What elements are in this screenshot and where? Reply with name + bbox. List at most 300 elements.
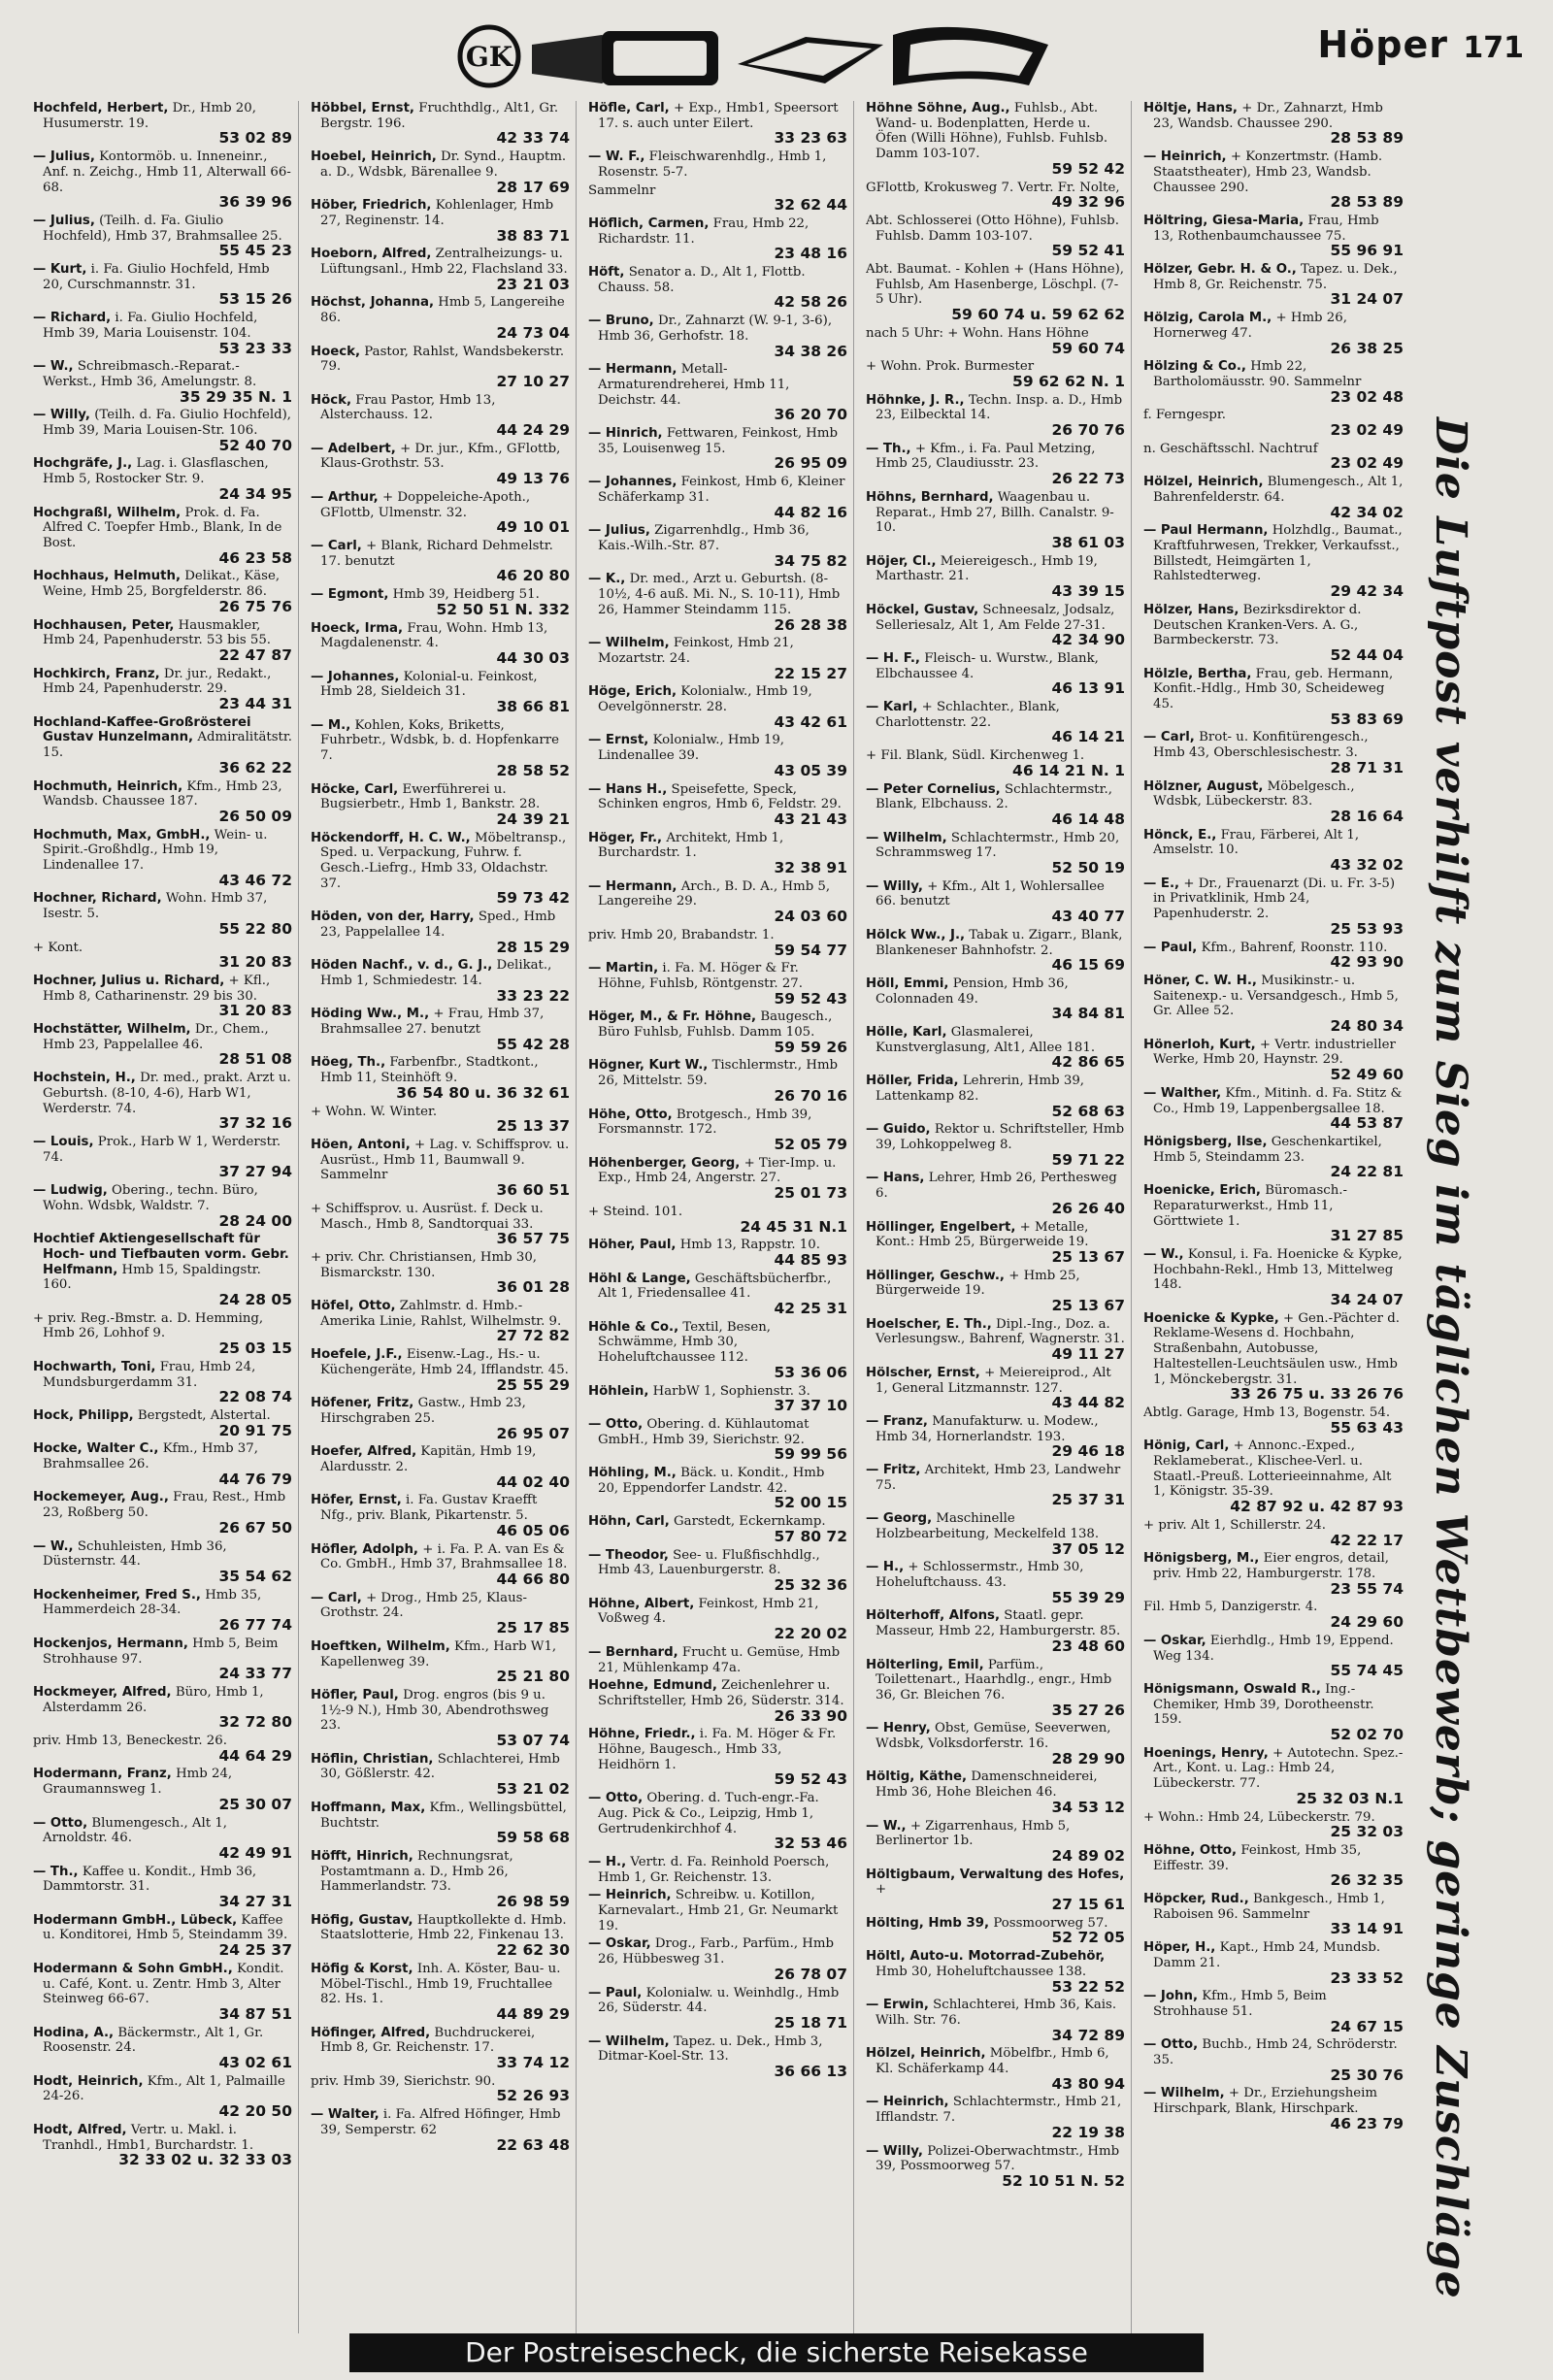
- entry-details: Fettwaren, Feinkost, Hmb 35, Louisenweg 15.: [598, 426, 839, 456]
- entry-details: Tapez. u. Dek., Hmb 3, Ditmar-Koel-Str. 13.: [598, 2033, 823, 2065]
- directory-entry: [866, 1025, 1125, 1071]
- entry-name: — Wilhelm,: [1143, 2086, 1225, 2101]
- entry-name: — Julius,: [33, 149, 95, 165]
- entry-phone: 53 23 33: [218, 339, 292, 357]
- entry-phone: 44 85 93: [774, 1250, 847, 1269]
- entry-phone: 25 32 03: [1330, 1823, 1404, 1841]
- entry-details: GFlottb, Krokusweg 7. Vertr. Fr. Nolte,: [866, 180, 1120, 195]
- entry-name: Hölscher, Ernst,: [866, 1365, 980, 1380]
- directory-entry: [1143, 1518, 1404, 1548]
- entry-phone: 49 10 01: [496, 518, 570, 537]
- entry-phone: 29 42 34: [1330, 582, 1404, 601]
- entry-details: Parfüm., Toilettenart., Haarhdlg., engr., Hmb 36, Gr. Bleichen 76.: [876, 1657, 1112, 1702]
- entry-phone: 55 74 45: [1330, 1662, 1404, 1680]
- entry-name: Höhns, Bernhard,: [866, 489, 994, 505]
- entry-details: Dr. Synd., Hauptm. a. D., Wdsbk, Bärenallee 9.: [320, 149, 567, 180]
- entry-details: + Gen.-Pächter d. Reklame-Wesens d. Hochbahn, Straßenbahn, Autobusse, Haltestellen-Leuchtsäulen usw., Hmb 1, Mönckebergstr. 31.: [1153, 1310, 1400, 1387]
- entry-details: Kfm., Mitinh. d. Fa. Stitz & Co., Hmb 19, Lappenbergsallee 18.: [1153, 1085, 1403, 1116]
- directory-entry: [1143, 974, 1404, 1035]
- directory-entry: [311, 1962, 570, 2023]
- directory-columns: [33, 101, 1411, 2333]
- entry-name: Hochfeld, Herbert,: [33, 101, 169, 116]
- directory-entry: [588, 1548, 847, 1594]
- entry-name: Hochgräfe, J.,: [33, 456, 133, 472]
- entry-details: + Dr., Zahnarzt, Hmb 23, Wandsb. Chaussee 290.: [1153, 101, 1383, 131]
- directory-entry: [588, 1855, 847, 1885]
- entry-details: Feinkost, Hmb 21, Voßweg 4.: [598, 1596, 819, 1627]
- entry-phone: 26 70 76: [1051, 421, 1125, 440]
- entry-phone: 33 14 91: [1330, 1920, 1404, 1938]
- entry-details: Frau, Hmb 24, Mundsburgerdamm 31.: [43, 1359, 256, 1390]
- entry-phone: 52 05 79: [774, 1136, 847, 1153]
- entry-details: + Konzertmstr. (Hamb. Staatstheater), Hmb 23, Wandsb. Chaussee 290.: [1153, 149, 1383, 195]
- directory-entry: [311, 718, 570, 779]
- entry-phone: 27 72 82: [496, 1327, 570, 1345]
- directory-entry: [1143, 1989, 1404, 2034]
- directory-entry: [1143, 1311, 1404, 1403]
- directory-entry: [866, 101, 1125, 178]
- directory-entry: [311, 490, 570, 536]
- directory-entry: [588, 1009, 847, 1055]
- entry-name: — Walter,: [311, 2107, 380, 2123]
- entry-phone: 29 46 18: [1051, 1442, 1125, 1461]
- entry-details: Ing.-Chemiker, Hmb 39, Dorotheenstr. 159.: [1153, 1681, 1374, 1728]
- entry-phone: 55 42 28: [496, 1035, 570, 1053]
- entry-phone: 31 24 07: [1330, 290, 1404, 309]
- entry-name: Höltl, Auto-u. Motorrad-Zubehör,: [866, 1949, 1106, 1965]
- entry-phone: 42 58 26: [774, 293, 847, 312]
- entry-details: Obst, Gemüse, Seeverwen, Wdsbk, Volksdorferstr. 16.: [876, 1721, 1111, 1752]
- directory-entry: [866, 1171, 1125, 1216]
- entry-phone: 28 24 00: [218, 1211, 292, 1230]
- directory-entry: [1143, 1682, 1404, 1743]
- entry-details: Sped., Hmb 23, Pappelallee 14.: [320, 909, 556, 940]
- directory-entry: [588, 928, 847, 958]
- directory-entry: [311, 670, 570, 715]
- entry-phone: 53 02 89: [218, 129, 292, 148]
- entry-phone: 27 15 61: [1051, 1896, 1125, 1914]
- entry-phone: 34 72 89: [1051, 2026, 1125, 2044]
- entry-details: (Teilh. d. Fa. Giulio Hochfeld), Hmb 39, Maria Louisen-Str. 106.: [43, 408, 292, 439]
- directory-entry: [33, 1816, 292, 1862]
- directory-entry: [866, 1916, 1125, 1946]
- airmail-slogan: Die Luftpost verhilft zum Sieg im täglichen Wettbewerb; geringe Zuschläge: [1426, 417, 1475, 2299]
- directory-entry: [866, 442, 1125, 487]
- entry-name: Hoffmann, Max,: [311, 1800, 426, 1815]
- directory-entry: [311, 1202, 570, 1247]
- entry-details: Kfm., Harb W1, Kapellenweg 39.: [320, 1638, 557, 1669]
- directory-entry: [311, 1913, 570, 1959]
- entry-details: Schlachterei, Hmb 30, Gößlerstr. 42.: [320, 1751, 560, 1782]
- entry-name: Hölzer, Hans,: [1143, 602, 1239, 617]
- entry-name: Höllinger, Engelbert,: [866, 1219, 1016, 1235]
- entry-details: Polizei-Oberwachtmstr., Hmb 39, Possmoorweg 57.: [876, 2143, 1120, 2174]
- directory-entry: [866, 393, 1125, 439]
- entry-details: Frau, Rest., Hmb 23, Roßberg 50.: [43, 1490, 286, 1521]
- entry-details: Brot- u. Konfitürengesch., Hmb 43, Oberschlesischestr. 3.: [1153, 730, 1369, 761]
- entry-phone: 52 40 70: [218, 436, 292, 454]
- entry-name: — W.,: [1143, 1246, 1184, 1262]
- entry-name: Hölzig, Carola M.,: [1143, 311, 1272, 326]
- entry-details: Feinkost, Hmb 35, Eiffestr. 39.: [1153, 1842, 1362, 1873]
- entry-phone: 46 14 48: [1051, 810, 1125, 828]
- entry-details: Lag. i. Glasflaschen, Hmb 5, Rostocker Str. 9.: [43, 456, 269, 487]
- entry-details: + Exp., Hmb1, Speersort 17. s. auch unter Eilert.: [598, 101, 839, 131]
- directory-entry: [866, 1122, 1125, 1168]
- entry-name: Hodt, Heinrich,: [33, 2073, 144, 2089]
- entry-phone: 34 27 31: [218, 1893, 292, 1911]
- entry-phone: 46 23 79: [1330, 2114, 1404, 2132]
- entry-phone: 52 10 51 N. 52: [1002, 2172, 1125, 2190]
- header-surname: Höper: [1317, 23, 1448, 66]
- entry-phone: 44 24 29: [496, 421, 570, 440]
- entry-name: Höper, H.,: [1143, 1940, 1216, 1956]
- directory-entry: [33, 359, 292, 405]
- entry-name: Höfer, Ernst,: [311, 1493, 402, 1508]
- directory-entry: [311, 1493, 570, 1538]
- page-number: 171: [1463, 31, 1524, 65]
- entry-details: + Tier-Imp. u. Exp., Hmb 24, Angerstr. 27.: [598, 1155, 837, 1186]
- directory-entry: [311, 393, 570, 439]
- entry-name: Höbbel, Ernst,: [311, 101, 414, 116]
- entry-details: Schlachtermstr., Hmb 21, Ifflandstr. 7.: [876, 2095, 1122, 2126]
- entry-name: Hoefele, J.F.,: [311, 1347, 403, 1363]
- entry-name: — E.,: [1143, 876, 1180, 891]
- entry-name: — Julius,: [588, 523, 650, 539]
- entry-details: + Lag. v. Schiffsprov. u. Ausrüst., Hmb 11, Baumwall 9. Sammelnr: [320, 1138, 570, 1183]
- entry-name: — Franz,: [866, 1413, 928, 1429]
- entry-details: + Metalle, Kont.: Hmb 25, Bürgerweide 19.: [876, 1219, 1089, 1250]
- entry-details: Obering. d. Tuch-engr.-Fa. Aug. Pick & Co., Leipzig, Hmb 1, Gertrudenkirchhof 4.: [598, 1791, 819, 1836]
- entry-details: Dipl.-Ing., Doz. a. Verlesungsw., Bahrenf, Wagnerstr. 31.: [876, 1316, 1125, 1347]
- directory-entry: [1143, 876, 1404, 938]
- entry-phone: 43 05 39: [774, 761, 847, 779]
- entry-name: Hochhaus, Helmuth,: [33, 569, 182, 584]
- directory-entry: [33, 2026, 292, 2071]
- entry-name: — Martin,: [588, 961, 659, 976]
- entry-name: Hölzel, Heinrich,: [866, 2046, 986, 2062]
- entry-details: + Hmb 25, Bürgerweide 19.: [876, 1268, 1080, 1299]
- entry-name: — Walther,: [1143, 1085, 1222, 1101]
- directory-entry: [33, 1490, 292, 1536]
- entry-name: Hölzing & Co.,: [1143, 359, 1246, 375]
- entry-phone: 52 02 70: [1330, 1726, 1404, 1744]
- directory-entry: [588, 523, 847, 569]
- directory-entry: [1143, 730, 1404, 776]
- directory-entry: [311, 247, 570, 292]
- entry-name: Höflich, Carmen,: [588, 215, 710, 231]
- entry-phone: 52 49 60: [1330, 1066, 1404, 1084]
- entry-name: — W. F.,: [588, 149, 645, 165]
- entry-name: Höhe, Otto,: [588, 1107, 673, 1122]
- entry-name: Höden Nachf., v. d., G. J.,: [311, 958, 493, 974]
- entry-phone: 22 08 74: [218, 1388, 292, 1406]
- directory-entry: [33, 891, 292, 937]
- entry-details: + i. Fa. P. A. van Es & Co. GmbH., Hmb 37, Brahmsallee 18.: [320, 1541, 568, 1572]
- entry-name: — H.,: [588, 1854, 627, 1869]
- entry-phone: 23 02 49: [1330, 421, 1404, 440]
- entry-phone: 31 20 83: [218, 1002, 292, 1020]
- entry-name: Höen, Antoni,: [311, 1138, 411, 1152]
- directory-entry: [866, 1366, 1125, 1411]
- svg-text:GK: GK: [465, 41, 513, 73]
- entry-details: Hmb 39, Heidberg 51.: [392, 587, 540, 603]
- entry-phone: 26 38 25: [1330, 339, 1404, 357]
- entry-details: Bankgesch., Hmb 1, Raboisen 96. Sammelnr: [1153, 1892, 1385, 1922]
- entry-details: Kapitän, Hmb 19, Alardusstr. 2.: [320, 1444, 537, 1475]
- directory-entry: [311, 1639, 570, 1685]
- directory-column-4: [866, 101, 1132, 2333]
- entry-details: Glasmalerei, Kunstverglasung, Alt1, Allee 181.: [876, 1025, 1096, 1055]
- entry-name: — K.,: [588, 572, 626, 587]
- entry-name: Höfinger, Alfred,: [311, 2025, 431, 2040]
- entry-name: Höhnke, J. R.,: [866, 392, 965, 408]
- entry-details: Schneesalz, Jodsalz, Selleriesalz, Alt 1, Am Felde 27-31.: [876, 602, 1115, 633]
- entry-details: Zahlmstr. d. Hmb.-Amerika Linie, Rahlst, Wilhelmstr. 9.: [320, 1299, 562, 1329]
- entry-name: — Julius,: [33, 213, 95, 228]
- entry-details: HarbW 1, Sophienstr. 3.: [652, 1383, 810, 1399]
- directory-entry: [588, 1205, 847, 1235]
- entry-details: Dr., Zahnarzt (W. 9-1, 3-6), Hmb 36, Gerhofstr. 18.: [598, 314, 833, 344]
- entry-name: Hocke, Walter C.,: [33, 1441, 159, 1457]
- directory-entry: [866, 603, 1125, 648]
- entry-phone: 33 74 12: [496, 2054, 570, 2072]
- entry-phone: 38 61 03: [1051, 533, 1125, 551]
- directory-entry: [311, 1347, 570, 1393]
- entry-name: Höhenberger, Georg,: [588, 1155, 741, 1171]
- directory-entry: [588, 831, 847, 876]
- entry-phone: 22 15 27: [774, 664, 847, 682]
- directory-column-1: [33, 101, 299, 2333]
- entry-details: Vertr. d. Fa. Reinhold Poersch, Hmb 1, Gr. Reichenstr. 13.: [598, 1854, 830, 1885]
- entry-name: — Heinrich,: [1143, 149, 1227, 165]
- directory-entry: [33, 2074, 292, 2120]
- entry-details: i. Fa. Giulio Hochfeld, Hmb 20, Curschmannstr. 31.: [43, 262, 270, 292]
- directory-entry: [588, 879, 847, 925]
- entry-details: Schreibw. u. Kotillon, Karnevalart., Hmb 21, Gr. Neumarkt 19.: [598, 1888, 839, 1934]
- entry-details: Garstedt, Eckernkamp.: [674, 1514, 826, 1530]
- entry-details: Admiralitätstr. 15.: [43, 730, 293, 761]
- entry-name: — Oskar,: [588, 1936, 651, 1952]
- entry-phone: 55 39 29: [1051, 1588, 1125, 1606]
- entry-phone: 44 82 16: [774, 503, 847, 521]
- entry-details: Sammelnr: [588, 182, 656, 198]
- directory-entry: [33, 1441, 292, 1487]
- entry-phone: 59 99 56: [774, 1445, 847, 1464]
- directory-entry: [311, 1007, 570, 1052]
- directory-entry: [588, 1417, 847, 1463]
- directory-entry: [33, 1539, 292, 1585]
- entry-name: — Paul Hermann,: [1143, 523, 1269, 539]
- entry-details: Feinkost, Hmb 6, Kleiner Schäferkamp 31.: [598, 475, 845, 505]
- entry-phone: 42 34 90: [1051, 631, 1125, 649]
- entry-name: Hoenicke & Kypke,: [1143, 1310, 1279, 1326]
- entry-phone: 23 44 31: [218, 695, 292, 713]
- entry-details: i. Fa. M. Höger & Fr. Höhne, Baugesch., Hmb 33, Heidhörn 1.: [598, 1727, 837, 1772]
- entry-details: Hmb 24, Graumannsweg 1.: [43, 1767, 233, 1798]
- entry-phone: 28 71 31: [1330, 758, 1404, 777]
- entry-details: + Dr., Frauenarzt (Di. u. Fr. 3-5) in Privatklinik, Hmb 24, Papenhuderstr. 2.: [1153, 876, 1396, 922]
- entry-name: Hodermann GmbH., Lübeck,: [33, 1912, 238, 1928]
- entry-details: Tischlermstr., Hmb 26, Mittelstr. 59.: [598, 1058, 839, 1089]
- entry-details: Senator a. D., Alt 1, Flottb. Chauss. 58.: [598, 265, 806, 295]
- directory-entry: [311, 1444, 570, 1490]
- entry-phone: 42 25 31: [774, 1300, 847, 1318]
- directory-entry: [866, 2144, 1125, 2190]
- entry-details: + Steind. 101.: [588, 1204, 683, 1219]
- entry-phone: 25 18 71: [774, 2013, 847, 2032]
- entry-name: Hönig, Carl,: [1143, 1438, 1230, 1454]
- directory-entry: [588, 1791, 847, 1852]
- entry-details: + priv. Reg.-Bmstr. a. D. Hemming, Hmb 26, Lohhof 9.: [33, 1310, 264, 1341]
- entry-name: Hochstein, H.,: [33, 1071, 136, 1086]
- entry-name: — Henry,: [866, 1721, 931, 1736]
- directory-entry: [311, 2074, 570, 2104]
- directory-entry: [866, 1463, 1125, 1508]
- directory-entry: [1143, 1086, 1404, 1132]
- entry-phone: 42 20 50: [218, 2102, 292, 2121]
- entry-name: Höcke, Carl,: [311, 781, 399, 797]
- directory-entry: [866, 976, 1125, 1022]
- entry-name: Höeg, Th.,: [311, 1055, 386, 1071]
- entry-name: Hodermann, Franz,: [33, 1767, 172, 1782]
- entry-name: Hockenheimer, Fred S.,: [33, 1587, 201, 1603]
- directory-entry: [1143, 1247, 1404, 1308]
- entry-details: Pension, Hmb 36, Colonnaden 49.: [876, 975, 1069, 1007]
- directory-entry: [866, 782, 1125, 828]
- entry-phone: 25 13 67: [1051, 1297, 1125, 1315]
- directory-entry: [866, 181, 1125, 211]
- entry-name: — Willy,: [866, 878, 923, 894]
- entry-details: nach 5 Uhr: + Wohn. Hans Höhne: [866, 325, 1089, 341]
- entry-details: Holzhdlg., Baumat., Kraftfuhrwesen, Trekker, Verkaufsst., Billstedt, Heimgärten 1, Rahlstedterweg.: [1153, 523, 1403, 584]
- entry-phone: 25 13 67: [1051, 1247, 1125, 1266]
- directory-entry: [33, 1734, 292, 1764]
- entry-details: Dr. jur., Redakt., Hmb 24, Papenhuderstr. 29.: [43, 666, 272, 697]
- entry-phone: 24 29 60: [1330, 1613, 1404, 1632]
- entry-details: i. Fa. Alfred Höfinger, Hmb 39, Semperstr. 62: [320, 2107, 561, 2137]
- entry-phone: 53 07 74: [496, 1732, 570, 1750]
- directory-entry: [33, 149, 292, 211]
- entry-details: Kfm., Hmb 5, Beim Strohhause 51.: [1153, 1989, 1327, 2019]
- directory-entry: [1143, 359, 1404, 405]
- entry-phone: 24 22 81: [1330, 1163, 1404, 1181]
- entry-details: Eierhdlg., Hmb 19, Eppend. Weg 134.: [1153, 1633, 1394, 1664]
- entry-name: Höjer, Cl.,: [866, 553, 937, 569]
- entry-name: Hoeftken, Wilhelm,: [311, 1638, 450, 1654]
- entry-name: Hochtief Aktiengesellschaft für Hoch- und Tiefbauten vorm. Gebr. Helfmann,: [33, 1232, 289, 1277]
- entry-phone: 26 22 73: [1051, 470, 1125, 488]
- entry-name: Hochhausen, Peter,: [33, 617, 175, 633]
- entry-phone: 38 83 71: [496, 226, 570, 245]
- entry-phone: 55 63 43: [1330, 1418, 1404, 1437]
- entry-phone: 35 54 62: [218, 1567, 292, 1585]
- entry-details: + Wohn. Prok. Burmester: [866, 359, 1035, 375]
- entry-name: Hochmuth, Max, GmbH.,: [33, 827, 211, 843]
- entry-name: Hölle, Karl,: [866, 1025, 947, 1041]
- directory-entry: [588, 183, 847, 214]
- directory-entry: [311, 1250, 570, 1296]
- directory-entry: [311, 958, 570, 1004]
- entry-name: Hoenicke, Erich,: [1143, 1183, 1261, 1199]
- directory-entry: [33, 1685, 292, 1731]
- entry-phone: 59 52 43: [774, 1770, 847, 1789]
- entry-phone: 36 66 13: [774, 2063, 847, 2081]
- entry-name: Höfler, Adolph,: [311, 1541, 418, 1557]
- entry-details: Fleisch- u. Wurstw., Blank, Elbchaussee 4.: [876, 650, 1099, 681]
- entry-details: Bäck. u. Kondit., Hmb 20, Eppendorfer Landstr. 42.: [598, 1466, 825, 1496]
- directory-entry: [1143, 408, 1404, 438]
- entry-name: Hock, Philipp,: [33, 1407, 134, 1423]
- entry-details: Frucht u. Gemüse, Hmb 21, Mühlenkamp 47a.: [598, 1644, 841, 1675]
- entry-name: — Bruno,: [588, 314, 654, 329]
- entry-name: — W.,: [866, 1818, 907, 1834]
- directory-entry: [866, 1511, 1125, 1557]
- entry-phone: 23 02 48: [1330, 387, 1404, 406]
- directory-entry: [588, 2034, 847, 2080]
- entry-phone: 34 53 12: [1051, 1798, 1125, 1816]
- entry-details: + Kfl., Hmb 8, Catharinenstr. 29 bis 30.: [43, 973, 271, 1004]
- entry-name: — Bernhard,: [588, 1644, 678, 1660]
- directory-entry: [588, 216, 847, 262]
- entry-name: — Hans,: [866, 1171, 925, 1186]
- directory-entry: [311, 1752, 570, 1798]
- entry-details: Geschenkartikel, Hmb 5, Steindamm 23.: [1153, 1135, 1382, 1165]
- entry-name: — Otto,: [33, 1815, 88, 1831]
- entry-phone: 25 01 73: [774, 1184, 847, 1203]
- entry-phone: 36 57 75: [496, 1230, 570, 1248]
- entry-details: Dr., Chem., Hmb 23, Pappelallee 46.: [43, 1022, 269, 1052]
- entry-name: — Th.,: [866, 441, 911, 456]
- entry-phone: 22 19 38: [1051, 2123, 1125, 2141]
- directory-entry: [1143, 149, 1404, 211]
- entry-phone: 59 58 68: [496, 1829, 570, 1847]
- directory-entry: [1143, 442, 1404, 472]
- entry-details: Feinkost, Hmb 21, Mozartstr. 24.: [598, 636, 794, 666]
- entry-name: Hölzer, Gebr. H. & O.,: [1143, 262, 1297, 278]
- entry-phone: 59 60 74 u. 59 62 62: [951, 306, 1125, 324]
- entry-details: Buchdruckerei, Hmb 8, Gr. Reichenstr. 17.: [320, 2025, 536, 2056]
- directory-entry: [866, 1868, 1125, 1913]
- directory-entry: [33, 101, 292, 147]
- directory-entry: [311, 2107, 570, 2153]
- entry-details: Kfm., Bahrenf, Roonstr. 110.: [1201, 940, 1388, 955]
- entry-name: — W.,: [33, 359, 74, 375]
- directory-column-3: [588, 101, 854, 2333]
- entry-name: Hodt, Alfred,: [33, 2122, 127, 2137]
- entry-phone: 53 36 06: [774, 1363, 847, 1381]
- directory-entry: [1143, 779, 1404, 825]
- entry-phone: 28 53 89: [1330, 193, 1404, 212]
- entry-details: Techn. Insp. a. D., Hmb 23, Eilbecktal 14.: [876, 392, 1123, 423]
- entry-phone: 43 32 02: [1330, 856, 1404, 875]
- entry-phone: 55 45 23: [218, 242, 292, 260]
- entry-phone: 28 51 08: [218, 1050, 292, 1069]
- entry-name: Höhne Söhne, Aug.,: [866, 101, 1010, 116]
- entry-details: Architekt, Hmb 1, Burchardstr. 1.: [598, 830, 784, 861]
- entry-phone: 32 53 46: [774, 1835, 847, 1853]
- entry-phone: 46 23 58: [218, 548, 292, 567]
- directory-entry: [1143, 828, 1404, 874]
- entry-details: Lehrer, Hmb 26, Perthesweg 6.: [876, 1171, 1117, 1202]
- entry-phone: 23 02 49: [1330, 454, 1404, 473]
- entry-details: n. Geschäftsschl. Nachtruf: [1143, 441, 1318, 456]
- entry-name: — Hinrich,: [588, 426, 663, 442]
- entry-phone: 42 86 65: [1051, 1053, 1125, 1072]
- directory-entry: [311, 101, 570, 147]
- entry-details: Brotgesch., Hmb 39, Forsmannstr. 172.: [598, 1107, 812, 1138]
- directory-entry: [311, 1591, 570, 1636]
